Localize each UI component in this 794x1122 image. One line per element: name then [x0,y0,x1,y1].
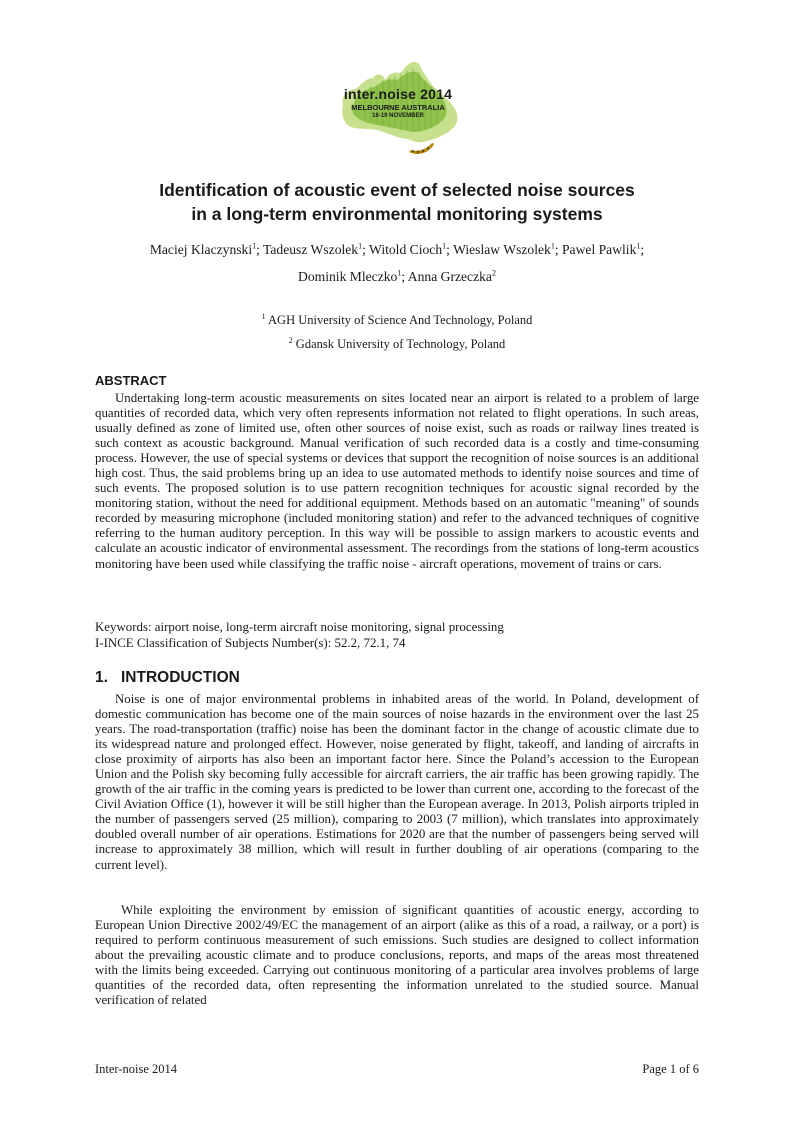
classification: I-INCE Classification of Subjects Number(s): 52.2, 72.1, 74 [95,636,406,650]
title-line-1: Identification of acoustic event of selected noise sources [159,180,635,200]
author-name: Wieslaw Wszolek [453,242,551,257]
section-number: 1. [95,669,108,686]
conference-logo [325,56,470,162]
footer-page-number: Page 1 of 6 [642,1062,699,1076]
author-separator: ; [362,242,370,257]
author-affiliation-mark: 1 [442,241,447,251]
footer-conference: Inter-noise 2014 [95,1062,178,1076]
paper-title [60,178,734,226]
affiliation-number: 1 [261,311,266,321]
author-name: Anna Grzeczka [407,269,492,284]
author-name: Witold Cioch [369,242,443,257]
affiliation-1 [60,313,734,328]
intro-paragraph-1: Noise is one of major environmental problems in inhabited areas of the world. In Poland, development of domestic communication has become one of the main sources of noise hazards in the environment over the last 25 years. The road-transportation (traffic) noise has been the dominant factor in the change of acoustic climate due to its widespread nature and prolonged effect. However, noise generated by flight, takeoff, and landing of aircrafts in close proximity of airports has also been an important factor here. Since the Poland’s accession to the European Union and the Polish sky becoming fully accessible for aircraft carriers, the air traffic has been growing rapidly. The growth of the air traffic in the coming years is predicted to be lower than current one, according to the forecast of the Civil Aviation Office (1), however it will be still higher than the European average. In 2013, Polish airports tripled in the number of passengers served (25 million), comparing to 2003 (7 million), which translates into approximately doubled overall number of air operations. Estimations for 2020 are that the number of passengers being served will increase to approximately 38 million, which will result in further doubling of air operations (comparing to the current level). [95,692,699,872]
keywords: Keywords: airport noise, long-term aircraft noise monitoring, signal processing [95,620,504,634]
author-name: Dominik Mleczko [298,269,398,284]
author-affiliation-mark: 1 [358,241,363,251]
author-affiliation-mark: 1 [252,241,257,251]
logo-line-1: inter.noise 2014 [343,86,453,102]
author-name: Maciej Klaczynski [149,242,253,257]
affiliation-2 [60,337,734,352]
author-affiliation-mark: 1 [636,241,641,251]
section-title: INTRODUCTION [121,669,240,686]
logo-line-2: MELBOURNE AUSTRALIA [351,103,445,112]
author-name: Pawel Pawlik [562,242,637,257]
affiliation-number: 2 [288,335,293,345]
author-separator: ; [256,242,264,257]
affiliation-text: AGH University of Science And Technology, Poland [265,313,533,327]
author-affiliation-mark: 1 [550,241,555,251]
author-separator: ; [554,242,562,257]
author-separator: ; [640,242,645,257]
intro-paragraph-2: While exploiting the environment by emission of significant quantities of acoustic energy, according to European Union Directive 2002/49/EC the management of an airport (alike as this of a road, a railway, or a port) is required to perform continuous measurement of such emissions. Such studies are designed to collect information about the prevailing acoustic climate and to produce conclusions, reports, and maps of the areas most threatened with the limits being exceeded. Carrying out continuous monitoring of a particular area involves problems of large quantities of the recorded data, often representing the information unrelated to the studied source. Manual verification of related [95,903,699,1008]
abstract-text: Undertaking long-term acoustic measurements on sites located near an airport is related to a problem of large quantities of recorded data, which very often represents information not related to flight operations. In such areas, usually defined as zone of limited use, often other sources of noise exist, such as roads or railway lines treated is such context as acoustic background. Manual verification of such recorded data is a costly and time-consuming process. However, the use of special systems or devices that support the recognition of noise sources is an additional high cost. Thus, the said problems bring up an idea to use automated methods to identify noise sources and time of such events. The proposed solution is to use pattern recognition techniques for acoustic signal recorded by the monitoring station, without the need for additional equipment. Methods based on an automatic "meaning" of sounds recorded by measuring microphone (included monitoring station) and refer to the advanced techniques of cognitive referring to the human auditory perception. In this way will be possible to assign markers to acoustic events and calculate an acoustic indicator of environmental assessment. The recordings from the stations of long-term acoustics monitoring have been used while classifying the traffic noise - aircraft operations, movement of trains or cars. [95,391,699,571]
author-affiliation-mark: 2 [491,268,496,278]
author-separator: ; [446,242,454,257]
author-affiliation-mark: 1 [397,268,402,278]
title-line-2: in a long-term environmental monitoring systems [191,204,603,224]
affiliation-text: Gdansk University of Technology, Poland [292,337,506,351]
section-heading-introduction [95,669,240,687]
author-list [60,236,734,290]
author-separator: ; [401,269,408,284]
logo-line-3: 16-19 NOVEMBER [372,113,424,119]
abstract-heading: ABSTRACT [95,373,167,388]
author-name: Tadeusz Wszolek [263,242,359,257]
